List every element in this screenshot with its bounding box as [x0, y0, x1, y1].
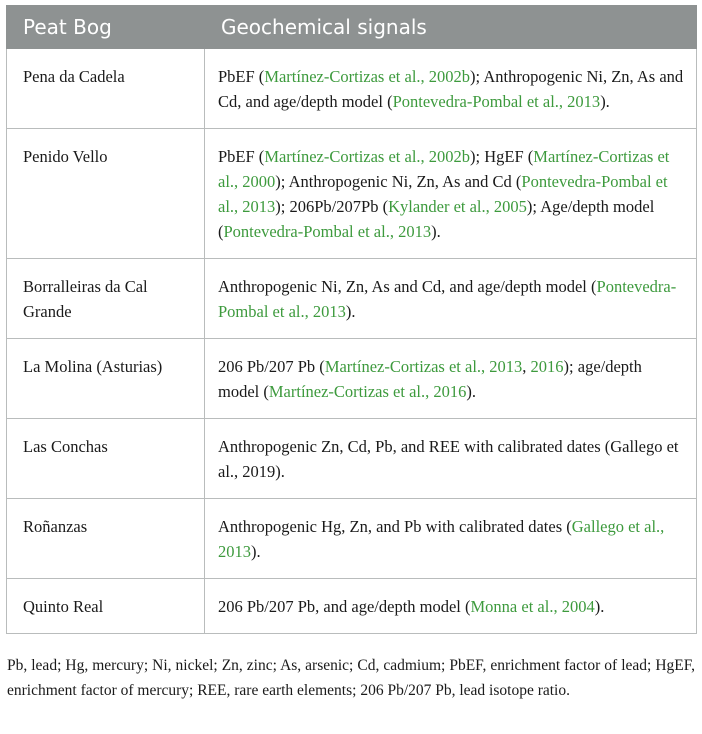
citation-link[interactable]: Monna et al., 2004: [470, 597, 595, 616]
peat-bog-cell: Quinto Real: [7, 579, 205, 634]
signals-cell: [205, 339, 697, 419]
table-footnote: Pb, lead; Hg, mercury; Ni, nickel; Zn, zinc; As, arsenic; Cd, cadmium; PbEF, enrichment factor of lead; HgEF, enrichment factor of mercury; REE, rare earth elements; 206 Pb/207 Pb, lead isotope ratio.: [7, 657, 695, 699]
citation-link[interactable]: Martínez-Cortizas et al., 2016: [268, 382, 467, 401]
citation-link[interactable]: Martínez-Cortizas et al., 2013: [324, 357, 523, 376]
citation-link[interactable]: Pontevedra-Pombal et al., 2013: [218, 172, 668, 216]
citation-link[interactable]: Pontevedra-Pombal et al., 2013: [218, 277, 677, 321]
signal-text: 206 Pb/207 Pb, and age/depth model (: [218, 597, 471, 616]
citation-link[interactable]: Gallego et al., 2013: [218, 517, 665, 561]
signals-cell: [205, 499, 697, 579]
data-table-container: [6, 5, 696, 634]
signal-text: ).: [345, 302, 356, 321]
citation-link[interactable]: Martínez-Cortizas et al., 2000: [218, 147, 670, 191]
signals-cell: [205, 49, 697, 129]
signal-text: ); 206Pb/207Pb (: [275, 197, 389, 216]
peat-bog-cell: Roñanzas: [7, 499, 205, 579]
peat-bog-cell: Penido Vello: [7, 129, 205, 259]
signal-text: ).: [466, 382, 476, 401]
signal-text: ).: [600, 92, 610, 111]
signals-cell: [205, 419, 697, 499]
citation-link[interactable]: Pontevedra-Pombal et al., 2013: [392, 92, 601, 111]
signal-text: 206 Pb/207 Pb (: [218, 357, 325, 376]
table-row: [7, 579, 697, 634]
table-row: [7, 129, 697, 259]
peat-bog-cell: Pena da Cadela: [7, 49, 205, 129]
citation-link[interactable]: Martínez-Cortizas et al., 2002b: [264, 147, 471, 166]
peat-bog-cell: Borralleiras da Cal Grande: [7, 259, 205, 339]
signal-text: ); Anthropogenic Ni, Zn, As and Cd, and age/depth model (: [218, 67, 684, 111]
signal-text: Anthropogenic Zn, Cd, Pb, and REE with calibrated dates (Gallego et al., 2019).: [218, 437, 679, 481]
table-row: [7, 419, 697, 499]
table-row: [7, 339, 697, 419]
signal-text: ); Anthropogenic Ni, Zn, As and Cd (: [275, 172, 522, 191]
citation-link[interactable]: Pontevedra-Pombal et al., 2013: [223, 222, 432, 241]
signal-text: ); HgEF (: [470, 147, 534, 166]
table-row: [7, 49, 697, 129]
peat-bog-cell: La Molina (Asturias): [7, 339, 205, 419]
table-row: [7, 499, 697, 579]
signal-text: ); age/depth model (: [218, 357, 642, 401]
header-geochemical-signals: Geochemical signals: [205, 6, 697, 49]
signal-text: PbEF (: [218, 147, 265, 166]
signal-text: ).: [251, 542, 261, 561]
signal-text: Anthropogenic Hg, Zn, and Pb with calibrated dates (: [218, 517, 572, 536]
peat-bog-table: [6, 5, 697, 634]
citation-link[interactable]: Martínez-Cortizas et al., 2002b: [264, 67, 471, 86]
table-header-row: [7, 6, 697, 49]
signals-cell: [205, 259, 697, 339]
table-row: [7, 259, 697, 339]
header-peat-bog: Peat Bog: [7, 6, 205, 49]
signal-text: ).: [594, 597, 605, 616]
signal-text: Anthropogenic Ni, Zn, As and Cd, and age/depth model (: [218, 277, 597, 296]
signal-text: ); Age/depth model (: [218, 197, 655, 241]
signal-text: PbEF (: [218, 67, 265, 86]
signals-cell: [205, 129, 697, 259]
signals-cell: [205, 579, 697, 634]
signal-text: ,: [522, 357, 531, 376]
signal-text: ).: [431, 222, 441, 241]
citation-link[interactable]: Kylander et al., 2005: [388, 197, 527, 216]
peat-bog-cell: Las Conchas: [7, 419, 205, 499]
citation-link[interactable]: 2016: [530, 357, 564, 376]
